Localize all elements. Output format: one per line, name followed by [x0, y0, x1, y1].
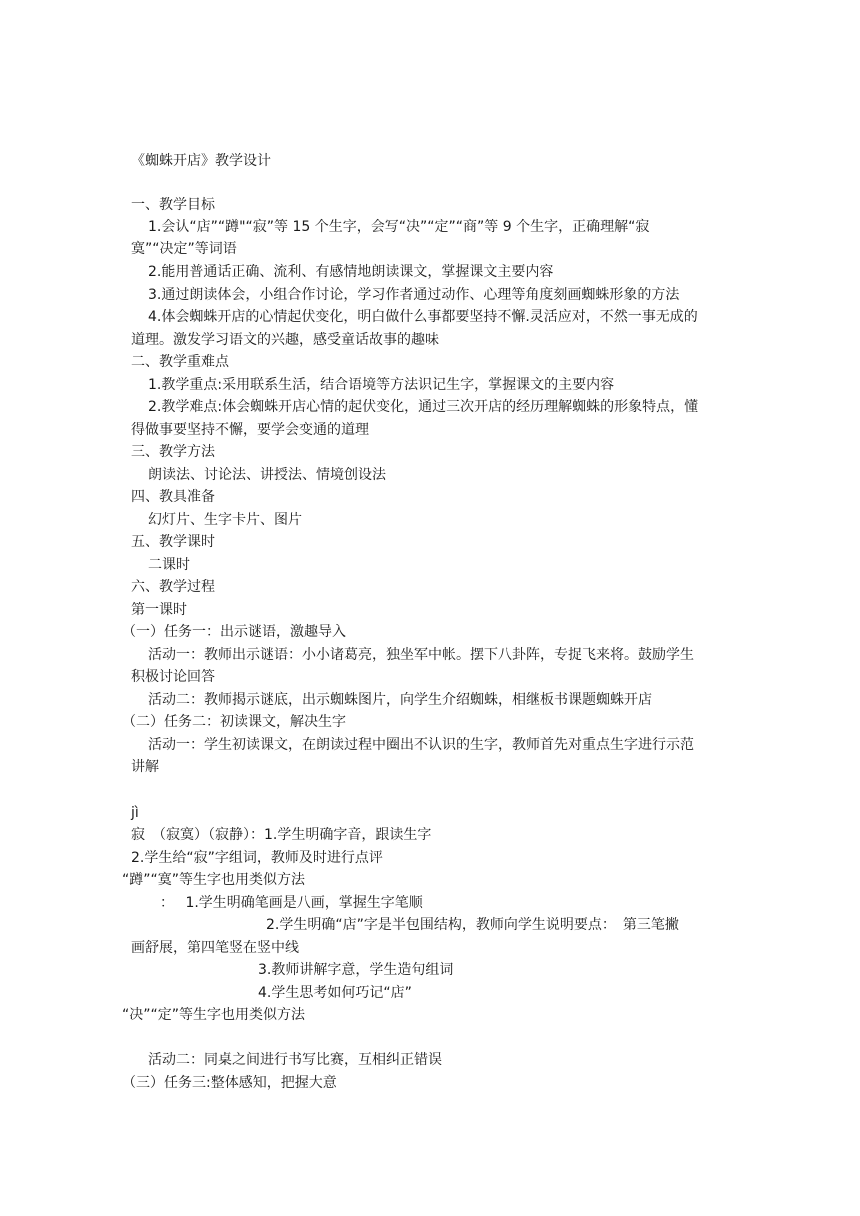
task-3-heading: （三）任务三:整体感知，把握大意 [122, 1075, 337, 1091]
key-point-1: 1.教学重点:采用联系生活，结合语境等方法识记生字，掌握课文的主要内容 [148, 377, 615, 393]
character-dian-step-4: 4.学生思考如何巧记“店” [258, 985, 412, 1001]
character-ji-step-2: 2.学生给“寂”字组词，教师及时进行点评 [131, 850, 383, 866]
similar-method-note-1: “蹲”“寞”等生字也用类似方法 [122, 872, 306, 888]
objective-3: 3.通过朗读体会，小组合作讨论，学习作者通过动作、心理等角度刻画蜘蛛形象的方法 [148, 287, 680, 303]
character-dian-step-1: ： 1.学生明确笔画是八画，掌握生字笔顺 [160, 895, 423, 911]
section-heading-methods: 三、教学方法 [131, 444, 215, 460]
methods-text: 朗读法、讨论法、讲授法、情境创设法 [148, 467, 386, 483]
section-heading-process: 六、教学过程 [131, 579, 215, 595]
periods-text: 二课时 [148, 557, 190, 573]
objective-1-line-2: 寞”“决定”等词语 [131, 241, 237, 257]
objective-2: 2.能用普通话正确、流利、有感情地朗读课文，掌握课文主要内容 [148, 264, 554, 280]
character-dian-step-3: 3.教师讲解字意，学生造句组词 [258, 962, 454, 978]
lesson-label: 第一课时 [131, 602, 187, 618]
objective-4-line-2: 道理。激发学习语文的兴趣，感受童话故事的趣味 [131, 332, 439, 348]
task-2-heading: （二）任务二：初读课文，解决生字 [122, 714, 346, 730]
task-1-activity-1-line-1: 活动一：教师出示谜语：小小诸葛亮，独坐军中帐。摆下八卦阵，专捉飞来将。鼓励学生 [148, 647, 694, 663]
section-heading-key-points: 二、教学重难点 [131, 354, 229, 370]
character-dian-step-2-line-2: 画舒展，第四笔竖在竖中线 [131, 940, 299, 956]
task-1-activity-1-line-2: 积极讨论回答 [131, 669, 215, 685]
materials-text: 幻灯片、生字卡片、图片 [148, 512, 302, 528]
similar-method-note-2: “决”“定”等生字也用类似方法 [122, 1007, 306, 1023]
section-heading-objectives: 一、教学目标 [131, 197, 215, 213]
character-ji-line: 寂 （寂寞）（寂静）：1.学生明确字音，跟读生字 [131, 827, 432, 843]
task-2-activity-2: 活动二：同桌之间进行书写比赛，互相纠正错误 [148, 1052, 442, 1068]
key-point-2-line-1: 2.教学难点:体会蜘蛛开店心情的起伏变化，通过三次开店的经历理解蜘蛛的形象特点，懂 [148, 399, 699, 415]
character-dian-step-2-line-1: 2.学生明确“店”字是半包围结构，教师向学生说明要点： 第三笔撇 [266, 917, 679, 933]
pinyin-ji: jì [131, 805, 139, 821]
section-heading-materials: 四、教具准备 [131, 489, 215, 505]
task-2-activity-1-line-1: 活动一：学生初读课文，在朗读过程中圈出不认识的生字，教师首先对重点生字进行示范 [148, 737, 694, 753]
task-2-activity-1-line-2: 讲解 [131, 759, 159, 775]
task-1-heading: （一）任务一：出示谜语，激趣导入 [122, 624, 346, 640]
objective-4-line-1: 4.体会蜘蛛开店的心情起伏变化，明白做什么事都要坚持不懈.灵活应对，不然一事无成的 [148, 309, 698, 325]
section-heading-periods: 五、教学课时 [131, 534, 215, 550]
document-title: 《蜘蛛开店》教学设计 [131, 153, 271, 169]
task-1-activity-2: 活动二：教师揭示谜底，出示蜘蛛图片，向学生介绍蜘蛛，相继板书课题蜘蛛开店 [148, 692, 652, 708]
key-point-2-line-2: 得做事要坚持不懈，要学会变通的道理 [131, 422, 369, 438]
objective-1-line-1: 1.会认“店”“蹲"“寂”等 15 个生字，会写“决”“定”“商”等 9 个生字，正确理解“寂 [148, 219, 650, 235]
